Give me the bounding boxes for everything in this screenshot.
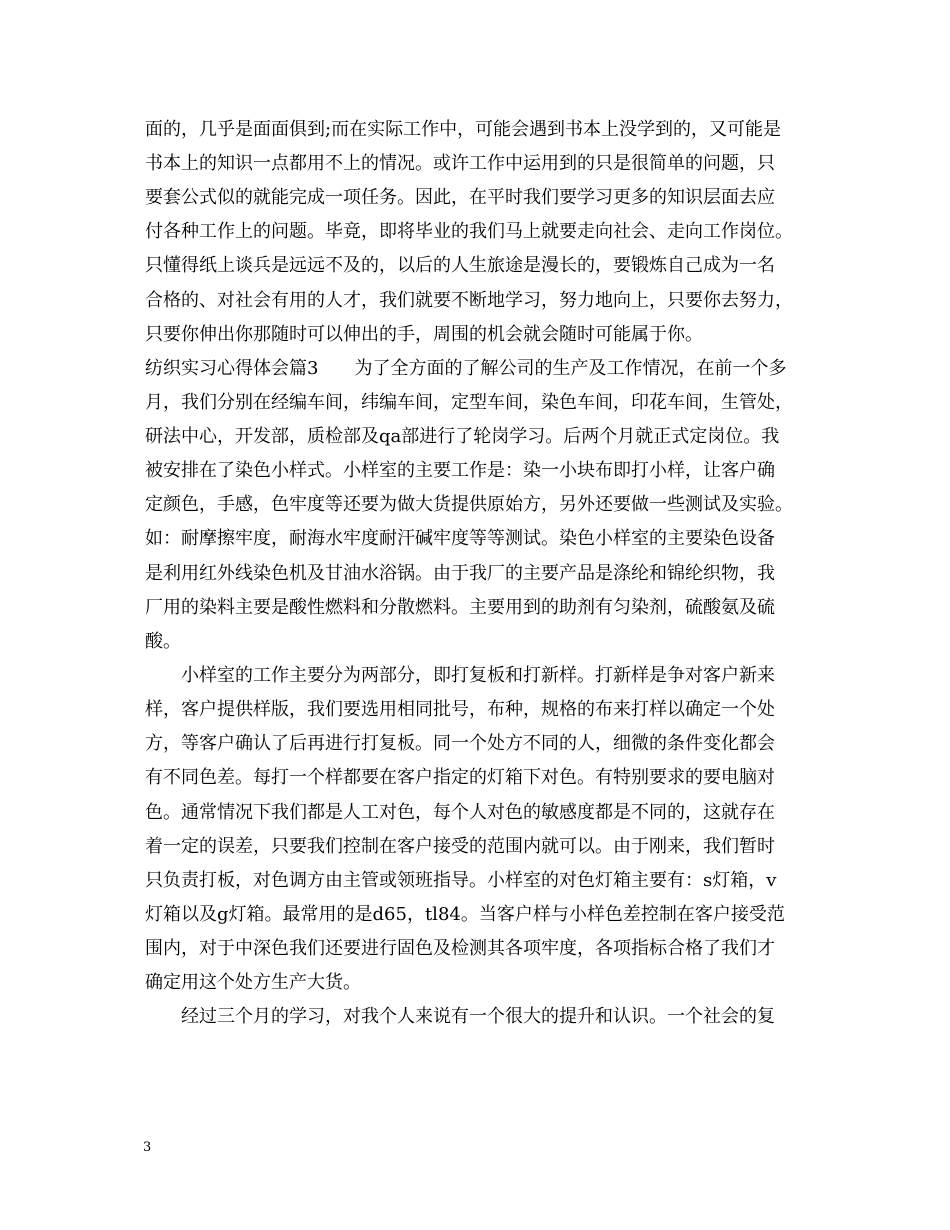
text-line: 只懂得纸上谈兵是远远不及的，以后的人生旅途是漫长的，要锻炼自己成为一名 <box>145 255 775 276</box>
text-line: 合格的、对社会有用的人才，我们就要不断地学习，努力地向上，只要你去努力， <box>145 290 793 311</box>
text-line: 只要你伸出你那随时可以伸出的手，周围的机会就会随时可能属于你。 <box>145 324 703 345</box>
text-line: 酸。 <box>145 631 181 652</box>
section-heading-line: 纺织实习心得体会篇3 为了全方面的了解公司的生产及工作情况，在前一个多 <box>145 358 787 379</box>
text-line: 被安排在了染色小样式。小样室的主要工作是：染一小块布即打小样，让客户确 <box>145 460 775 481</box>
text-line: 书本上的知识一点都用不上的情况。或许工作中运用到的只是很简单的问题，只 <box>145 153 775 174</box>
text-line: 是利用红外线染色机及甘油水浴锅。由于我厂的主要产品是涤纶和锦纶织物，我 <box>145 563 775 584</box>
text-line: 面的，几乎是面面俱到;而在实际工作中，可能会遇到书本上没学到的，又可能是 <box>145 119 782 140</box>
text-line: 如：耐摩擦牢度，耐海水牢度耐汗碱牢度等等测试。染色小样室的主要染色设备 <box>145 528 775 549</box>
text-line: 方，等客户确认了后再进行打复板。同一个处方不同的人，细微的条件变化都会 <box>145 733 775 754</box>
paragraph-start-line: 小样室的工作主要分为两部分，即打复板和打新样。打新样是争对客户新来 <box>145 665 775 686</box>
text-line: 定颜色，手感，色牢度等还要为做大货提供原始方，另外还要做一些测试及实验。 <box>145 494 793 515</box>
text-line: 月，我们分别在经编车间，纬编车间，定型车间，染色车间，印花车间，生管处， <box>145 392 793 413</box>
text-line: 灯箱以及g灯箱。最常用的是d65，tl84。当客户样与小样色差控制在客户接受范 <box>145 904 785 925</box>
text-line: 有不同色差。每打一个样都要在客户指定的灯箱下对色。有特别要求的要电脑对 <box>145 767 775 788</box>
page-number: 3 <box>143 1140 152 1155</box>
paragraph-start-line: 经过三个月的学习，对我个人来说有一个很大的提升和认识。一个社会的复 <box>145 1006 775 1027</box>
text-line: 围内，对于中深色我们还要进行固色及检测其各项牢度，各项指标合格了我们才 <box>145 938 775 959</box>
text-line: 研法中心，开发部，质检部及qa部进行了轮岗学习。后两个月就正式定岗位。我 <box>145 426 780 447</box>
text-line: 厂用的染料主要是酸性燃料和分散燃料。主要用到的助剂有匀染剂，硫酸氨及硫 <box>145 597 775 618</box>
text-line: 色。通常情况下我们都是人工对色，每个人对色的敏感度都是不同的，这就存在 <box>145 802 775 823</box>
text-line: 确定用这个处方生产大货。 <box>145 972 361 993</box>
text-line: 付各种工作上的问题。毕竟，即将毕业的我们马上就要走向社会、走向工作岗位。 <box>145 221 793 242</box>
text-line: 样，客户提供样版，我们要选用相同批号，布种，规格的布来打样以确定一个处 <box>145 699 775 720</box>
text-line: 要套公式似的就能完成一项任务。因此，在平时我们要学习更多的知识层面去应 <box>145 187 775 208</box>
text-line: 着一定的误差，只要我们控制在客户接受的范围内就可以。由于刚来，我们暂时 <box>145 836 775 857</box>
text-line: 只负责打板，对色调方由主管或领班指导。小样室的对色灯箱主要有：s灯箱，v <box>145 870 777 891</box>
